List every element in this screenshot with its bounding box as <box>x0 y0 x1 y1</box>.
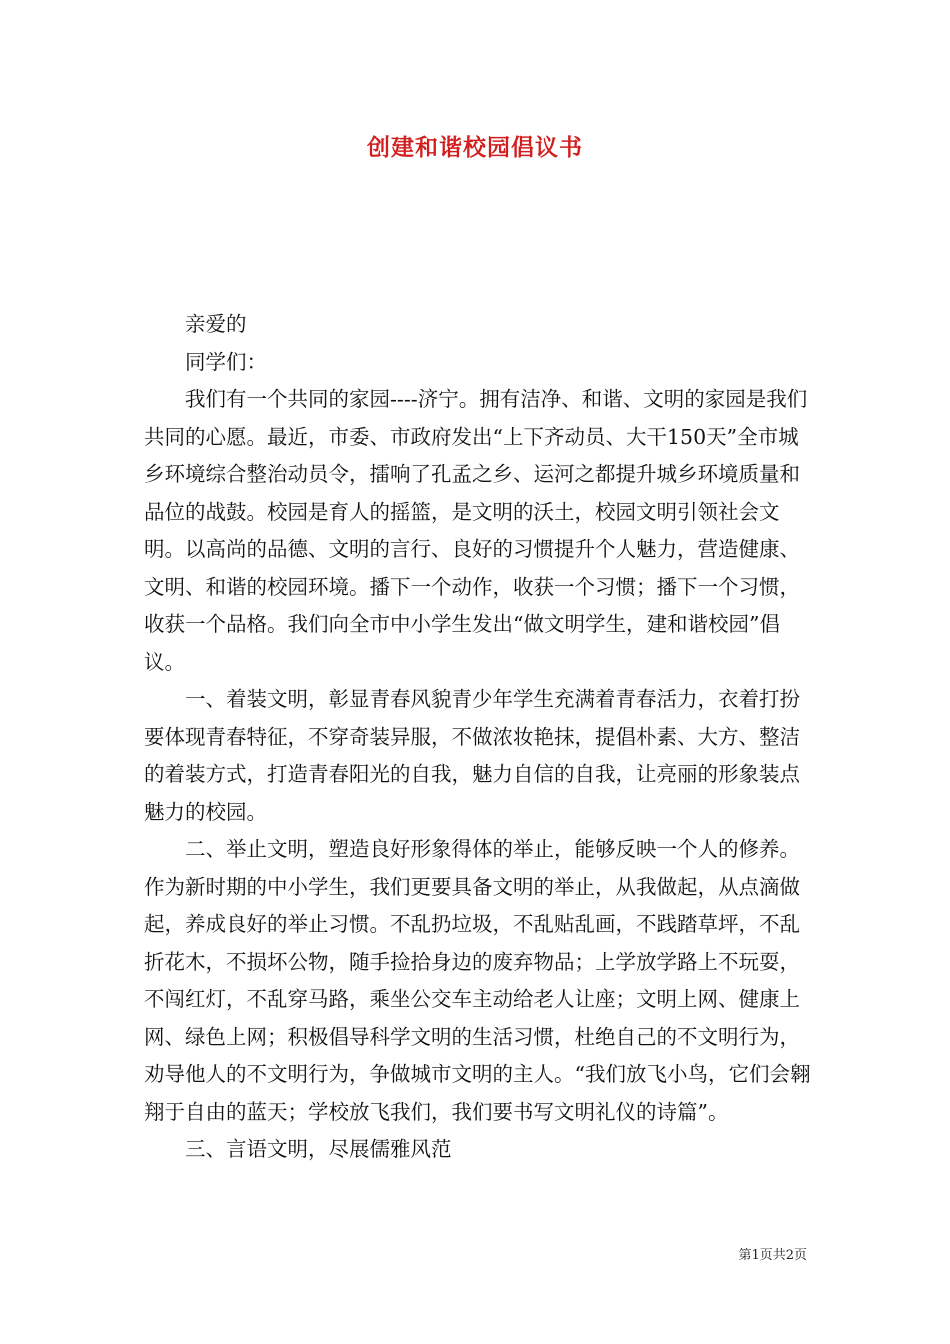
salutation-line: 亲爱的 <box>185 312 247 336</box>
body-paragraph: 我们有一个共同的家园----济宁。拥有洁净、和谐、文明的家园是我们共同的心愿。最近，市委、市政府发出“上下齐动员、大干150天”全市城乡环境综合整治动员令，擂响了孔孟之乡、运河之都提升城乡环境质量和品位的战鼓。校园是育人的摇篮，是文明的沃土，校园文明引领社会文明。以高尚的品德、文明的言行、良好的习惯提升个人魅力，营造健康、文明、和谐的校园环境。播下一个动作，收获一个习惯；播下一个习惯，收获一个品格。我们向全市中小学生发出“做文明学生，建和谐校园”倡议。 <box>144 387 808 674</box>
body-paragraph: 三、言语文明，尽展儒雅风范 <box>185 1137 452 1161</box>
salutation-line: 同学们： <box>185 349 267 374</box>
document-title: 创建和谐校园倡议书 <box>367 134 583 161</box>
page-number <box>738 1247 807 1265</box>
body-paragraph: 一、着装文明，彰显青春风貌青少年学生充满着青春活力，衣着打扮要体现青春特征，不穿奇装异服，不做浓妆艳抹，提倡朴素、大方、整洁的着装方式，打造青春阳光的自我，魅力自信的自我，让亮丽的形象装点魅力的校园。 <box>144 687 800 824</box>
document-body <box>144 306 814 1169</box>
body-paragraph: 二、举止文明，塑造良好形象得体的举止，能够反映一个人的修养。作为新时期的中小学生，我们更要具备文明的举止，从我做起，从点滴做起，养成良好的举止习惯。不乱扔垃圾，不乱贴乱画，不践踏草坪，不乱折花木，不损坏公物，随手捡拾身边的废弃物品；上学放学路上不玩耍，不闯红灯，不乱穿马路，乘坐公交车主动给老人让座；文明上网、健康上网、绿色上网；积极倡导科学文明的生活习惯，杜绝自己的不文明行为，劝导他人的不文明行为，争做城市文明的主人。“我们放飞小鸟，它们会翱翔于自由的蓝天；学校放飞我们，我们要书写文明礼仪的诗篇”。 <box>144 837 811 1124</box>
page-number-label: 第1页共2页 <box>738 1248 807 1263</box>
